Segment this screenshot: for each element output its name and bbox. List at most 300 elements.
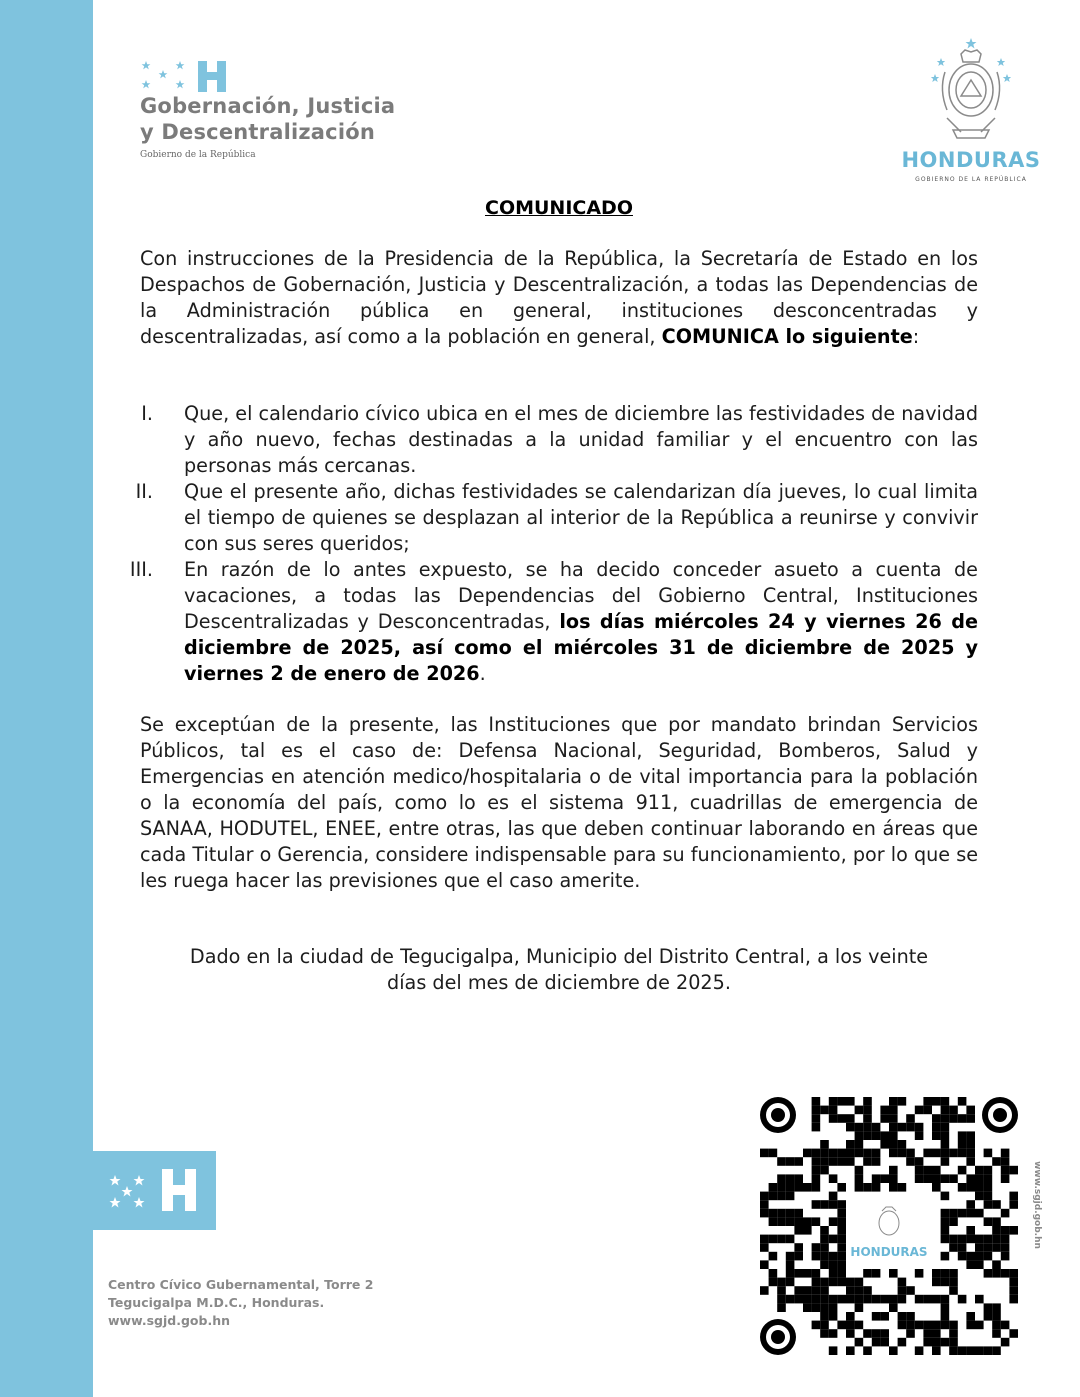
- qr-module: [1001, 1166, 1010, 1175]
- list-number: II.: [135, 480, 153, 503]
- qr-module: [932, 1131, 941, 1140]
- qr-module: [975, 1209, 984, 1218]
- intro-paragraph: [140, 246, 978, 350]
- qr-module: [812, 1243, 821, 1252]
- qr-module: [812, 1174, 821, 1183]
- qr-module: [820, 1200, 829, 1209]
- qr-module: [958, 1140, 967, 1149]
- qr-module: [880, 1131, 889, 1140]
- list-item: Que, el calendario cívico ubica en el mes de diciembre las festividades de navidad y año nuevo, fechas destinadas a la unidad familiar y el encuentro con las personas más cercanas.: [184, 402, 978, 477]
- qr-module: [1001, 1226, 1010, 1235]
- qr-module: [932, 1329, 941, 1338]
- qr-module: [829, 1217, 838, 1226]
- list-number: I.: [141, 402, 153, 425]
- qr-module: [898, 1140, 907, 1149]
- qr-module: [941, 1269, 950, 1278]
- qr-module: [820, 1149, 829, 1158]
- qr-module: [829, 1097, 838, 1106]
- qr-module: [760, 1200, 769, 1209]
- qr-module: [820, 1226, 829, 1235]
- coat-of-arms-icon: [931, 38, 1011, 148]
- qr-module: [829, 1312, 838, 1321]
- qr-module: [941, 1338, 950, 1347]
- qr-module: [992, 1217, 1001, 1226]
- qr-module: [1009, 1329, 1018, 1338]
- qr-module: [906, 1329, 915, 1338]
- qr-module: [803, 1269, 812, 1278]
- qr-module: [820, 1321, 829, 1330]
- qr-module: [949, 1217, 958, 1226]
- qr-module: [829, 1260, 838, 1269]
- qr-module: [984, 1312, 993, 1321]
- qr-module: [872, 1174, 881, 1183]
- qr-module: [932, 1174, 941, 1183]
- qr-module: [812, 1097, 821, 1106]
- qr-module: [975, 1346, 984, 1355]
- qr-module: [786, 1269, 795, 1278]
- qr-module: [786, 1209, 795, 1218]
- qr-module: [958, 1114, 967, 1123]
- qr-module: [837, 1269, 846, 1278]
- qr-module: [880, 1338, 889, 1347]
- qr-module: [837, 1278, 846, 1287]
- qr-module: [923, 1174, 932, 1183]
- qr-module: [949, 1278, 958, 1287]
- qr-module: [966, 1252, 975, 1261]
- qr-module: [820, 1303, 829, 1312]
- qr-module: [984, 1269, 993, 1278]
- qr-module: [794, 1157, 803, 1166]
- qr-module: [975, 1166, 984, 1175]
- qr-module: [855, 1338, 864, 1347]
- ministry-logo: [140, 58, 460, 168]
- qr-module: [855, 1140, 864, 1149]
- qr-module: [889, 1269, 898, 1278]
- qr-code[interactable]: [760, 1097, 1018, 1355]
- qr-module: [932, 1269, 941, 1278]
- qr-module: [794, 1183, 803, 1192]
- qr-module: [829, 1295, 838, 1304]
- qr-module: [975, 1192, 984, 1201]
- qr-module: [889, 1131, 898, 1140]
- qr-module: [889, 1303, 898, 1312]
- qr-module: [1009, 1200, 1018, 1209]
- qr-module: [915, 1123, 924, 1132]
- qr-module: [941, 1114, 950, 1123]
- qr-module: [760, 1235, 769, 1244]
- qr-module: [915, 1106, 924, 1115]
- qr-module: [941, 1278, 950, 1287]
- qr-module: [855, 1166, 864, 1175]
- intro-end: :: [912, 325, 920, 348]
- qr-module: [855, 1174, 864, 1183]
- qr-module: [923, 1097, 932, 1106]
- qr-module: [855, 1131, 864, 1140]
- qr-module: [966, 1131, 975, 1140]
- qr-module: [863, 1157, 872, 1166]
- qr-module: [880, 1295, 889, 1304]
- qr-module: [923, 1329, 932, 1338]
- qr-module: [984, 1200, 993, 1209]
- qr-module: [898, 1278, 907, 1287]
- qr-module: [837, 1183, 846, 1192]
- qr-module: [915, 1174, 924, 1183]
- qr-module: [941, 1106, 950, 1115]
- qr-module: [966, 1174, 975, 1183]
- qr-module: [958, 1243, 967, 1252]
- qr-module: [760, 1286, 769, 1295]
- qr-module: [889, 1174, 898, 1183]
- qr-module: [966, 1235, 975, 1244]
- qr-module: [760, 1209, 769, 1218]
- qr-module: [837, 1157, 846, 1166]
- qr-module: [820, 1140, 829, 1149]
- qr-module: [760, 1149, 769, 1158]
- qr-module: [794, 1295, 803, 1304]
- qr-module: [769, 1278, 778, 1287]
- qr-module: [769, 1149, 778, 1158]
- qr-module: [941, 1131, 950, 1140]
- qr-module: [794, 1217, 803, 1226]
- qr-module: [984, 1174, 993, 1183]
- qr-side-text: [1027, 1150, 1047, 1270]
- qr-module: [812, 1278, 821, 1287]
- qr-module: [829, 1192, 838, 1201]
- qr-module: [769, 1209, 778, 1218]
- qr-module: [820, 1286, 829, 1295]
- qr-module: [829, 1106, 838, 1115]
- qr-module: [975, 1260, 984, 1269]
- qr-module: [966, 1346, 975, 1355]
- qr-module: [958, 1149, 967, 1158]
- qr-module: [820, 1312, 829, 1321]
- holiday-dates: los días miércoles 24 y viernes 26 de diciembre de 2025, así como el miércoles 31 de diciembre de 2025 y viernes 2 de enero de 2026: [184, 610, 979, 685]
- qr-module: [829, 1114, 838, 1123]
- qr-module: [915, 1269, 924, 1278]
- qr-module: [837, 1200, 846, 1209]
- qr-module: [958, 1252, 967, 1261]
- qr-module: [803, 1149, 812, 1158]
- qr-module: [889, 1106, 898, 1115]
- qr-module: [846, 1140, 855, 1149]
- qr-module: [941, 1140, 950, 1149]
- qr-module: [846, 1123, 855, 1132]
- qr-module: [794, 1252, 803, 1261]
- list-item: Que el presente año, dichas festividades se calendarizan día jueves, lo cual limita el tiempo de quienes se desplazan al interior de la República a reunirse y convivir con sus seres queridos;: [184, 480, 978, 555]
- qr-module: [932, 1338, 941, 1347]
- qr-module: [958, 1235, 967, 1244]
- qr-module: [863, 1346, 872, 1355]
- qr-module: [803, 1183, 812, 1192]
- qr-module: [794, 1286, 803, 1295]
- qr-module: [923, 1338, 932, 1347]
- qr-module: [872, 1123, 881, 1132]
- qr-module: [880, 1312, 889, 1321]
- qr-module: [837, 1243, 846, 1252]
- qr-module: [812, 1303, 821, 1312]
- qr-module: [1001, 1243, 1010, 1252]
- qr-module: [889, 1123, 898, 1132]
- qr-module: [958, 1295, 967, 1304]
- qr-module: [992, 1303, 1001, 1312]
- qr-module: [846, 1286, 855, 1295]
- qr-module: [975, 1174, 984, 1183]
- qr-module: [941, 1217, 950, 1226]
- qr-module: [992, 1269, 1001, 1278]
- qr-module: [889, 1183, 898, 1192]
- qr-module: [803, 1303, 812, 1312]
- qr-center-label: HONDURAS: [850, 1245, 928, 1259]
- qr-side-url: www.sgjd.gob.hn: [1032, 1161, 1042, 1249]
- qr-module: [1001, 1338, 1010, 1347]
- qr-module: [829, 1235, 838, 1244]
- qr-module: [829, 1278, 838, 1287]
- qr-module: [837, 1295, 846, 1304]
- qr-module: [923, 1295, 932, 1304]
- qr-module: [786, 1278, 795, 1287]
- qr-module: [949, 1269, 958, 1278]
- h-logo-icon: [159, 1167, 199, 1213]
- qr-module: [949, 1338, 958, 1347]
- qr-module: [786, 1157, 795, 1166]
- qr-module: [941, 1123, 950, 1132]
- qr-module: [992, 1226, 1001, 1235]
- qr-module: [846, 1114, 855, 1123]
- qr-module: [786, 1295, 795, 1304]
- qr-module: [889, 1346, 898, 1355]
- qr-module: [915, 1346, 924, 1355]
- qr-module: [846, 1295, 855, 1304]
- qr-module: [777, 1183, 786, 1192]
- qr-module: [880, 1174, 889, 1183]
- qr-module: [992, 1235, 1001, 1244]
- qr-module: [949, 1106, 958, 1115]
- qr-module: [898, 1123, 907, 1132]
- ministry-name-line1: Gobernación, Justicia: [140, 94, 396, 118]
- qr-module: [829, 1329, 838, 1338]
- qr-module: [958, 1346, 967, 1355]
- qr-module: [880, 1114, 889, 1123]
- qr-module: [1009, 1226, 1018, 1235]
- qr-module: [777, 1217, 786, 1226]
- qr-module: [863, 1286, 872, 1295]
- qr-module: [786, 1192, 795, 1201]
- qr-module: [829, 1157, 838, 1166]
- qr-module: [966, 1312, 975, 1321]
- qr-module: [915, 1157, 924, 1166]
- qr-module: [941, 1312, 950, 1321]
- qr-module: [966, 1106, 975, 1115]
- qr-module: [992, 1329, 1001, 1338]
- qr-module: [863, 1114, 872, 1123]
- qr-module: [992, 1312, 1001, 1321]
- country-subtitle: GOBIERNO DE LA REPÚBLICA: [915, 176, 1027, 183]
- qr-module: [829, 1149, 838, 1158]
- qr-module: [777, 1295, 786, 1304]
- qr-module: [837, 1321, 846, 1330]
- qr-module: [1001, 1157, 1010, 1166]
- qr-module: [872, 1157, 881, 1166]
- qr-module: [966, 1140, 975, 1149]
- qr-module: [829, 1252, 838, 1261]
- qr-module: [846, 1278, 855, 1287]
- qr-module: [812, 1149, 821, 1158]
- qr-module: [794, 1269, 803, 1278]
- qr-module: [958, 1166, 967, 1175]
- qr-module: [786, 1174, 795, 1183]
- qr-module: [941, 1209, 950, 1218]
- intro-text: Con instrucciones de la Presidencia de la República, la Secretaría de Estado en los Despachos de Gobernación, Justicia y Descentralización, a todas las Dependencias de la Administración pública en general, instituciones desconcentradas y descentralizadas, así como a la población en general,: [140, 247, 978, 348]
- qr-module: [872, 1312, 881, 1321]
- qr-module: [941, 1157, 950, 1166]
- qr-module: [769, 1192, 778, 1201]
- qr-module: [829, 1174, 838, 1183]
- qr-module: [949, 1114, 958, 1123]
- qr-module: [1009, 1286, 1018, 1295]
- qr-module: [872, 1183, 881, 1192]
- qr-module: [949, 1174, 958, 1183]
- closing-line2: días del mes de diciembre de 2025.: [387, 971, 731, 994]
- qr-module: [820, 1295, 829, 1304]
- qr-module: [975, 1235, 984, 1244]
- qr-module: [829, 1303, 838, 1312]
- qr-module: [932, 1346, 941, 1355]
- qr-module: [812, 1286, 821, 1295]
- honduras-logo: [895, 38, 1047, 188]
- qr-module: [812, 1114, 821, 1123]
- qr-module: [786, 1183, 795, 1192]
- h-logo-icon: [196, 60, 228, 93]
- qr-module: [966, 1200, 975, 1209]
- qr-module: [846, 1312, 855, 1321]
- list-item-text: En razón de lo antes expuesto, se ha decido conceder asueto a cuenta de vacaciones, a todas las Dependencias del Gobierno Central, Instituciones Descentralizadas y Desconcentradas,: [184, 558, 978, 633]
- qr-module: [855, 1106, 864, 1115]
- qr-module: [855, 1123, 864, 1132]
- qr-module: [915, 1131, 924, 1140]
- qr-module: [906, 1157, 915, 1166]
- qr-module: [760, 1192, 769, 1201]
- qr-module: [812, 1166, 821, 1175]
- qr-module: [863, 1106, 872, 1115]
- qr-module: [941, 1235, 950, 1244]
- country-wordmark: HONDURAS: [901, 148, 1041, 172]
- qr-module: [760, 1260, 769, 1269]
- qr-module: [889, 1114, 898, 1123]
- qr-module: [966, 1157, 975, 1166]
- ministry-name-line2: y Descentralización: [140, 120, 375, 144]
- qr-module: [992, 1157, 1001, 1166]
- qr-module: [837, 1260, 846, 1269]
- qr-module: [820, 1329, 829, 1338]
- qr-module: [863, 1097, 872, 1106]
- qr-module: [975, 1183, 984, 1192]
- qr-module: [941, 1226, 950, 1235]
- address-line1: Centro Cívico Gubernamental, Torre 2: [108, 1277, 374, 1292]
- qr-module: [777, 1209, 786, 1218]
- qr-module: [812, 1123, 821, 1132]
- website-link[interactable]: www.sgjd.gob.hn: [108, 1313, 230, 1328]
- qr-module: [966, 1114, 975, 1123]
- qr-module: [915, 1321, 924, 1330]
- qr-module: [812, 1269, 821, 1278]
- qr-module: [794, 1174, 803, 1183]
- list-item: [184, 557, 978, 687]
- qr-module: [863, 1131, 872, 1140]
- qr-module: [984, 1166, 993, 1175]
- qr-module: [803, 1295, 812, 1304]
- qr-module: [923, 1166, 932, 1175]
- qr-module: [855, 1149, 864, 1158]
- qr-module: [820, 1260, 829, 1269]
- qr-module: [966, 1183, 975, 1192]
- qr-module: [786, 1260, 795, 1269]
- qr-module: [769, 1235, 778, 1244]
- qr-module: [941, 1321, 950, 1330]
- qr-module: [949, 1149, 958, 1158]
- qr-module: [906, 1149, 915, 1158]
- qr-module: [812, 1200, 821, 1209]
- qr-module: [760, 1243, 769, 1252]
- qr-module: [992, 1243, 1001, 1252]
- list-number: III.: [129, 558, 153, 581]
- qr-module: [898, 1338, 907, 1347]
- qr-module: [898, 1321, 907, 1330]
- qr-module: [906, 1114, 915, 1123]
- qr-module: [846, 1097, 855, 1106]
- qr-module: [769, 1183, 778, 1192]
- qr-module: [777, 1278, 786, 1287]
- qr-module: [966, 1209, 975, 1218]
- qr-module: [803, 1226, 812, 1235]
- qr-module: [1009, 1192, 1018, 1201]
- qr-module: [794, 1209, 803, 1218]
- qr-module: [777, 1286, 786, 1295]
- qr-module: [837, 1149, 846, 1158]
- qr-module: [889, 1097, 898, 1106]
- stars-icon: [140, 60, 188, 92]
- qr-module: [984, 1192, 993, 1201]
- qr-module: [846, 1329, 855, 1338]
- qr-module: [872, 1338, 881, 1347]
- qr-module: [923, 1149, 932, 1158]
- qr-module: [949, 1329, 958, 1338]
- qr-module: [923, 1106, 932, 1115]
- qr-module: [898, 1183, 907, 1192]
- footer-logo-box: [93, 1151, 216, 1230]
- qr-module: [769, 1269, 778, 1278]
- qr-module: [906, 1321, 915, 1330]
- qr-module: [958, 1183, 967, 1192]
- qr-module: [984, 1243, 993, 1252]
- qr-module: [829, 1200, 838, 1209]
- qr-module: [958, 1209, 967, 1218]
- qr-module: [855, 1303, 864, 1312]
- qr-module: [846, 1321, 855, 1330]
- qr-module: [846, 1346, 855, 1355]
- qr-module: [863, 1329, 872, 1338]
- intro-bold: COMUNICA lo siguiente: [661, 325, 913, 348]
- qr-module: [820, 1278, 829, 1287]
- qr-module: [1001, 1235, 1010, 1244]
- qr-module: [794, 1243, 803, 1252]
- qr-module: [837, 1235, 846, 1244]
- qr-module: [829, 1269, 838, 1278]
- qr-module: [1009, 1166, 1018, 1175]
- qr-module: [812, 1183, 821, 1192]
- qr-module: [837, 1097, 846, 1106]
- qr-module: [837, 1217, 846, 1226]
- document-title: COMUNICADO: [485, 197, 633, 219]
